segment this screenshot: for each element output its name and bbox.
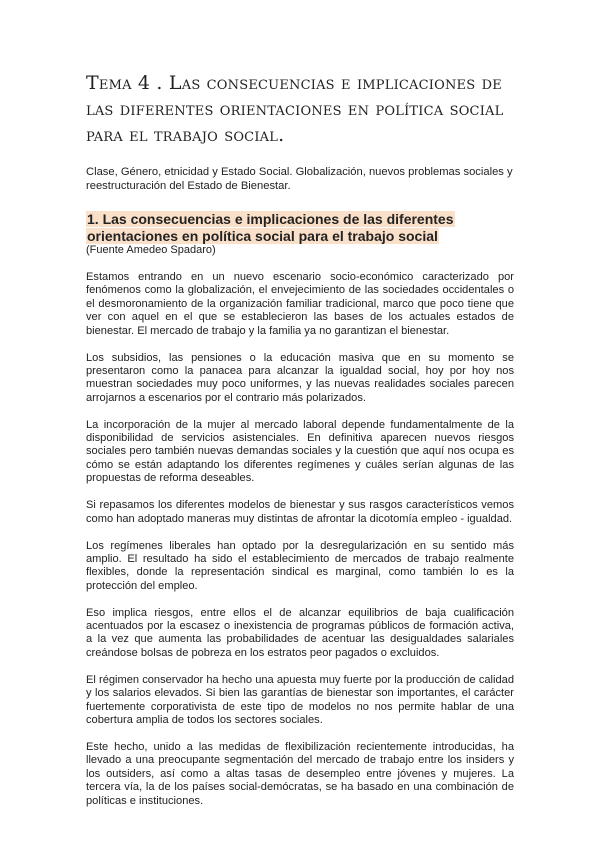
section-heading-text: 1. Las consecuencias e implicaciones de las diferentes orientaciones en política social para el trabajo social (87, 211, 454, 244)
paragraph-2: Los subsidios, las pensiones o la educación masiva que en su momento se presentaron como la panacea para alcanzar la igualdad social, hoy por hoy nos muestran sociedades muy poco uniformes, y las nuevas realidades sociales parecen arrojarnos a escenarios por el contrario más polarizados. (86, 351, 514, 404)
paragraph-3: La incorporación de la mujer al mercado laboral depende fundamentalmente de la disponibilidad de servicios asistenciales. En definitiva aparecen nuevos riesgos sociales pero también nuevas demandas sociales y la cuestión que aquí nos ocupa es cómo se están adaptando los diferentes regímenes y cuáles serían algunas de las propuestas de reforma deseables. (86, 418, 514, 485)
paragraph-8: Este hecho, unido a las medidas de flexibilización recientemente introducidas, ha llevado a una preocupante segmentación del mercado de trabajo entre los insiders y los outsiders, así como a altas tasas de desempleo entre jóvenes y mujeres. La tercera vía, la de los países social-demócratas, se ha basado en una combinación de políticas e instituciones. (86, 740, 514, 807)
paragraph-7: El régimen conservador ha hecho una apuesta muy fuerte por la producción de calidad y los salarios elevados. Si bien las garantías de bienestar son importantes, el carácter fuertemente corporativista de este tipo de modelos no nos permite hablar de una cobertura amplia de todos los sectores sociales. (86, 673, 514, 726)
paragraph-5: Los regímenes liberales han optado por la desregularización en su sentido más amplio. El resultado ha sido el establecimiento de mercados de trabajo realmente flexibles, donde la representación sindical es marginal, como también lo es la protección del empleo. (86, 539, 514, 592)
paragraph-1: Estamos entrando en un nuevo escenario socio-económico caracterizado por fenómenos como la globalización, el envejecimiento de las sociedades occidentales o el desmoronamiento de la organización familiar tradicional, marco que poco tiene que ver con aquel en el que se establecieron las bases de los actuales estados de bienestar. El mercado de trabajo y la familia ya no garantizan el bienestar. (86, 271, 514, 337)
paragraph-4: Si repasamos los diferentes modelos de bienestar y sus rasgos característicos vemos como han adoptado maneras muy distintas de afrontar la dicotomía empleo - igualdad. (86, 499, 514, 525)
subtitle: Clase, Género, etnicidad y Estado Social. Globalización, nuevos problemas sociales y reestructuración del Estado de Bienestar. (86, 166, 513, 192)
source-citation: (Fuente Amedeo Spadaro) (86, 244, 216, 256)
page-title: Tema 4 . Las consecuencias e implicaciones de las diferentes orientaciones en política social para el trabajo social. (86, 72, 504, 146)
paragraph-6: Eso implica riesgos, entre ellos el de alcanzar equilibrios de baja cualificación acentuados por la escasez o inexistencia de programas públicos de formación activa, a la vez que aumenta las probabilidades de acentuar las desigualdades salariales creándose bolsas de pobreza en los estratos peor pagados o excluidos. (86, 606, 514, 659)
section-heading (86, 211, 514, 244)
